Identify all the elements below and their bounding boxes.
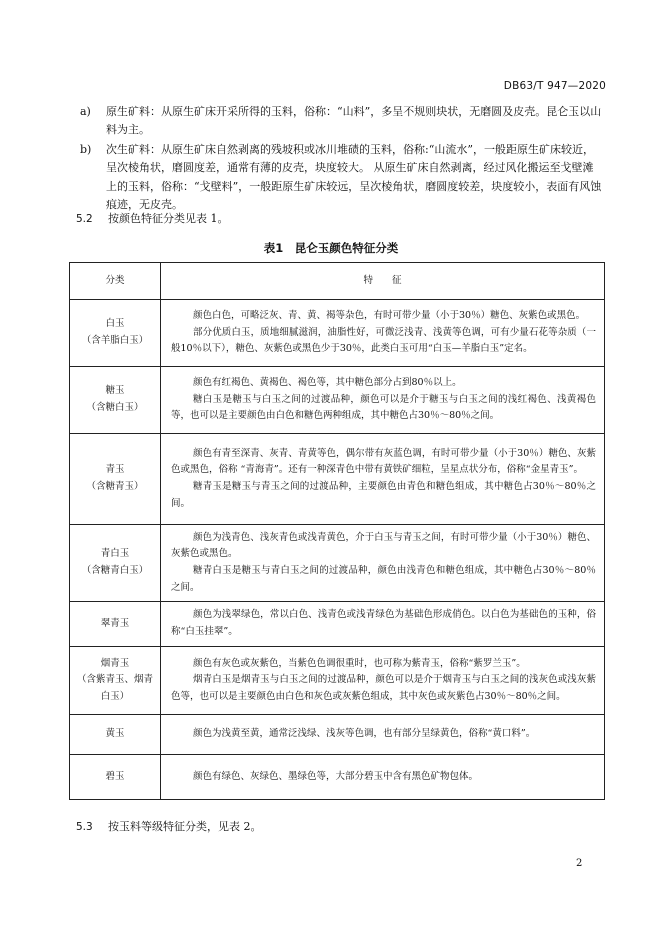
section-5-2 [76, 210, 229, 228]
category-cell [70, 525, 161, 602]
section-text: 按玉料等级特征分类，见表 2。 [108, 820, 262, 833]
list-item-a [80, 103, 604, 140]
description-text: 颜色有红褐色、黄褐色、褐色等，其中糖色部分占到80％以上。 [193, 377, 462, 389]
description-cell [161, 602, 605, 647]
list-item-b [80, 141, 604, 215]
table-row [70, 602, 605, 647]
description-text: 糖青玉是糖玉与青玉之间的过渡品种，主要颜色由青色和糖色组成，其中糖色占30％～80％之间。 [171, 481, 596, 509]
description-text: 颜色为浅青色、浅灰青色或浅青黄色，介于白玉与青玉之间，有时可带少量（小于30％）糖色、灰紫色或黑色。 [171, 531, 596, 560]
description-cell [161, 647, 605, 715]
table-row [70, 525, 605, 602]
category-name: 白玉 [105, 318, 125, 330]
table-row [70, 300, 605, 367]
category-name: 碧玉 [105, 770, 125, 782]
description-text: 糖白玉是糖玉与白玉之间的过渡品种，颜色可以是介于糖玉与白玉之间的浅红褐色、浅黄褐色等，也可以是主要颜色由白色和糖色两种组成，其中糖色占30％～80％之间。 [171, 393, 596, 422]
table-row [70, 715, 605, 755]
category-name: 烟青玉 [100, 657, 130, 669]
category-cell [70, 434, 161, 525]
section-number: 5.2 [76, 213, 93, 225]
category-subname: （含糖青玉） [86, 481, 144, 492]
category-cell [70, 602, 161, 647]
section-text: 按颜色特征分类见表 1。 [108, 212, 229, 225]
category-cell [70, 367, 161, 434]
description-text: 颜色为浅翠绿色，常以白色、浅青色或浅青绿色为基础色形成俏色。以白色为基础色的玉种，俗称“白玉挂翠”。 [171, 609, 596, 637]
list-item-text: 次生矿料：从原生矿床自然剥离的残坡积或冰川堆碛的玉料，俗称:“山流水”，一般距原生矿床较近，呈次棱角状，磨圆度差，通常有薄的皮壳，块度较大。 从原生矿床自然剥离，经过风化搬运至戈壁滩上的玉料，俗称：“戈壁料”，一般距原生矿床较远，呈次棱角状，磨圆度较差，块度较小，表面有风蚀痕迹，无皮壳。 [106, 143, 602, 212]
description-text: 颜色有青至深青、灰青、青黄等色，偶尔带有灰蓝色调，有时可带少量（小于30％）糖色、灰紫色或黑色，俗称 “青海青”。还有一种深青色中带有黄铁矿细粒，呈星点状分布，俗称“金星青玉”。 [171, 447, 596, 476]
category-subname: 白玉） [100, 690, 130, 702]
description-cell [161, 434, 605, 525]
description-text: 部分优质白玉，质地细腻滋润，油脂性好，可微泛浅青、浅黄等色调，可有少量石花等杂质（一般10％以下），糖色、灰紫色或黑色少于30％，此类白玉可用“白玉—羊脂白玉”定名。 [171, 326, 596, 355]
category-name: 翠青玉 [100, 617, 130, 629]
description-text: 颜色有灰色或灰紫色，当紫色色调很重时，也可称为紫青玉，俗称“紫罗兰玉”。 [193, 657, 526, 669]
category-subname: （含糖白玉） [86, 402, 144, 413]
description-cell [161, 300, 605, 367]
table-header-row [70, 263, 605, 300]
category-cell [70, 755, 161, 800]
header-category: 分类 [70, 263, 161, 300]
description-cell [161, 367, 605, 434]
table-title: 表1 昆仑玉颜色特征分类 [263, 241, 399, 255]
category-name: 糖玉 [105, 385, 125, 397]
category-subname: （含紫青玉、烟青 [76, 674, 153, 686]
table-row [70, 434, 605, 525]
category-name: 青玉 [105, 464, 125, 476]
table-row [70, 367, 605, 434]
category-cell [70, 647, 161, 715]
category-cell [70, 300, 161, 367]
list-marker: b) [80, 143, 92, 156]
description-text: 颜色为浅黄至黄，通常泛浅绿、浅灰等色调，也有部分呈绿黄色，俗称“黄口料”。 [193, 728, 536, 740]
description-cell [161, 715, 605, 755]
table-row [70, 647, 605, 715]
header-feature: 特 征 [161, 263, 605, 300]
list-marker: a) [80, 105, 91, 118]
table-row [70, 755, 605, 800]
category-subname: （含羊脂白玉） [81, 335, 149, 346]
list-item-text: 原生矿料：从原生矿床开采所得的玉料，俗称：“山料”，多呈不规则块状，无磨圆及皮壳。昆仑玉以山料为主。 [106, 105, 602, 137]
section-number: 5.3 [76, 821, 93, 833]
description-text: 糖青白玉是糖玉与青白玉之间的过渡品种，颜色由浅青色和糖色组成，其中糖色占30％～80％之间。 [171, 565, 596, 593]
category-name: 黄玉 [105, 728, 125, 740]
category-subname: （含糖青白玉） [81, 565, 149, 576]
description-text: 颜色白色，可略泛灰、青、黄、褐等杂色，有时可带少量（小于30％）糖色、灰紫色或黑色。 [193, 310, 586, 322]
document-code: DB63/T 947—2020 [503, 80, 606, 92]
category-cell [70, 715, 161, 755]
description-cell [161, 525, 605, 602]
category-name: 青白玉 [100, 548, 130, 560]
page-number: 2 [576, 858, 583, 869]
description-text: 颜色有绿色、灰绿色、墨绿色等，大部分碧玉中含有黑色矿物包体。 [193, 770, 479, 782]
description-text: 烟青白玉是烟青玉与白玉之间的过渡品种，颜色可以是介于烟青玉与白玉之间的浅灰色或浅灰紫色等，也可以是主要颜色由白色和灰色或灰紫色组成，其中灰色或灰紫色占30％～80％之间。 [171, 674, 596, 702]
description-cell [161, 755, 605, 800]
section-5-3 [76, 818, 262, 836]
color-classification-table [69, 262, 605, 800]
